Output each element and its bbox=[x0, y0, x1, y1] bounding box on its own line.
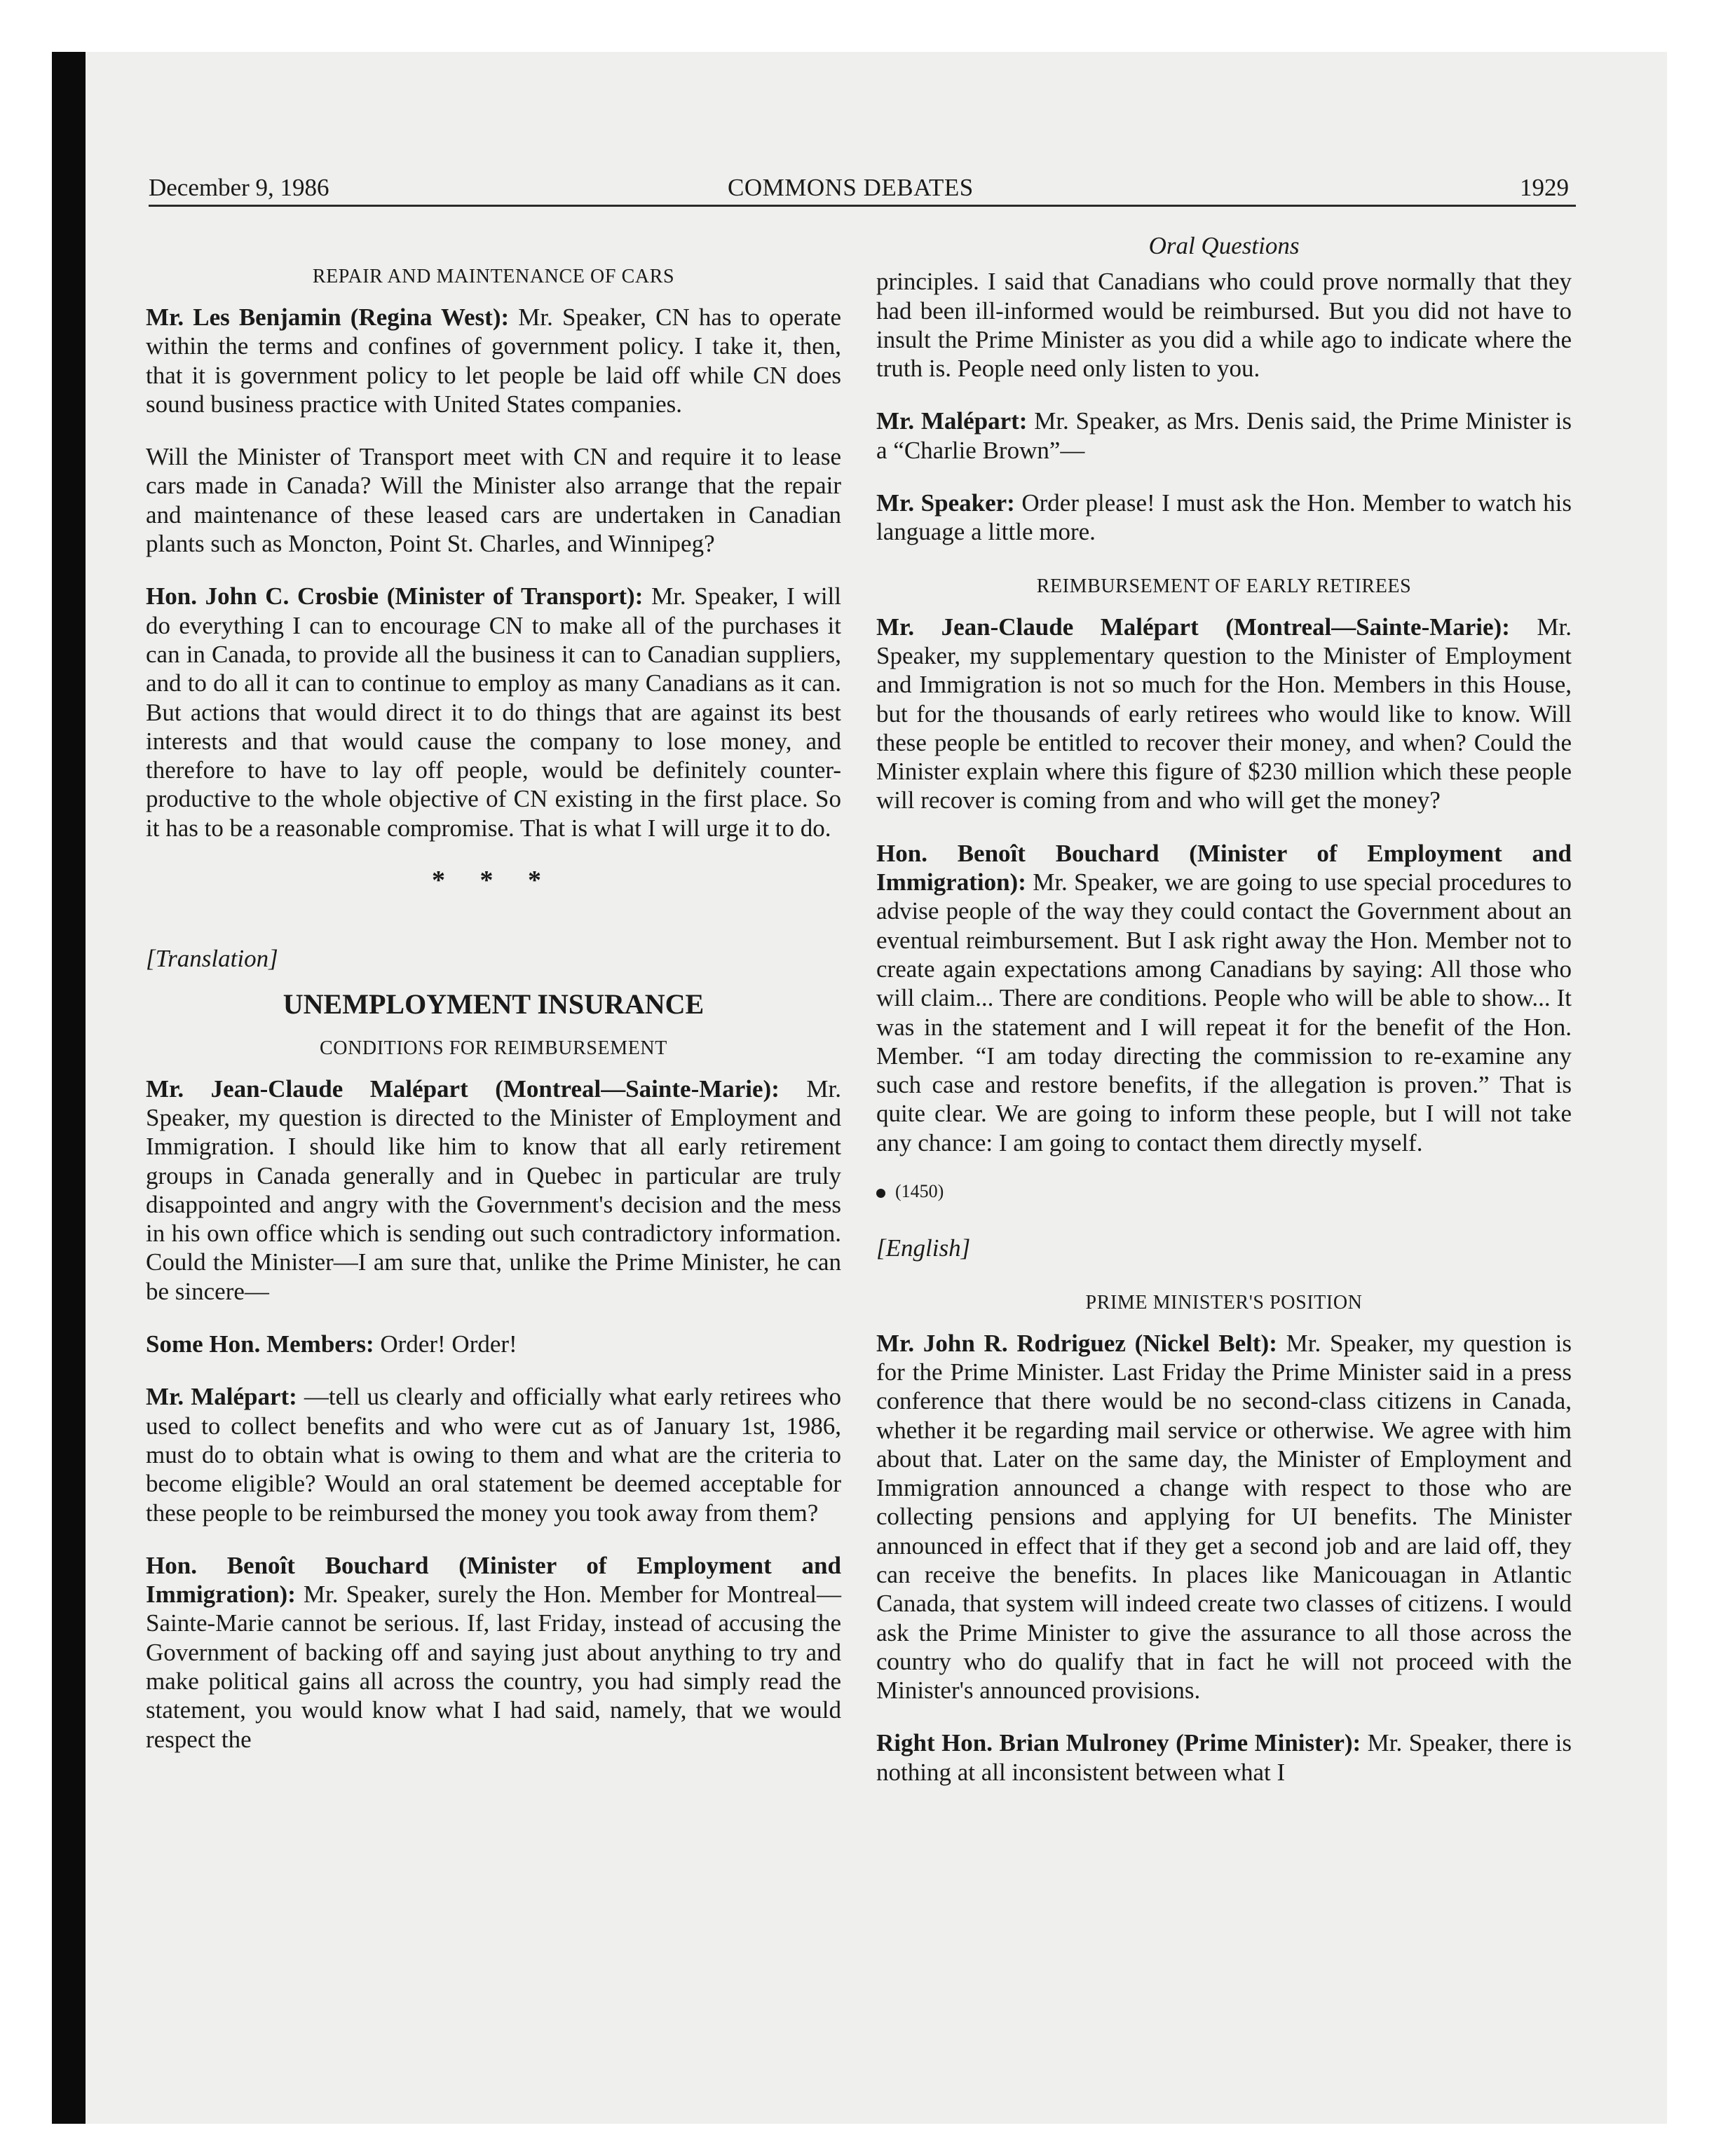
paragraph-bouchard bbox=[146, 1551, 841, 1754]
header-title: COMMONS DEBATES bbox=[728, 174, 974, 201]
paragraph-benjamin bbox=[146, 303, 841, 418]
speaker-name: Mr. Les Benjamin (Regina West): bbox=[146, 303, 510, 331]
section-separator: * * * bbox=[432, 866, 555, 896]
speaker-name: Mr. Jean-Claude Malépart (Montreal—Sainte-Marie): bbox=[876, 613, 1510, 641]
right-column bbox=[876, 231, 1572, 1787]
speech-text: Mr. Speaker, my question is for the Prime Minister. Last Friday the Prime Minister said in a press conference that there would be no second-class citizens in Canada, whether it be regarding mail service or otherwise. We agree with him about that. Later on the same day, the Minister of Employment and Immigration announced a change with respect to those who are collecting pensions and applying for UI benefits. The Minister announced in effect that if they get a second job and are laid off, they can receive the benefits. In places like Manicouagan in Atlantic Canada, that system will indeed create two classes of citizens. I would ask the Prime Minister to give the assurance to all those across the country who do qualify that in fact he will not proceed with the Minister's announced provisions. bbox=[876, 1329, 1572, 1705]
header-date: December 9, 1986 bbox=[149, 174, 329, 201]
speaker-name: Mr. Speaker: bbox=[876, 489, 1015, 517]
page-number: 1929 bbox=[1520, 174, 1569, 201]
paragraph-speaker bbox=[876, 489, 1572, 547]
paragraph-members bbox=[146, 1330, 841, 1358]
speech-text: Mr. Speaker, there is nothing at all inconsistent between what I bbox=[876, 1729, 1572, 1786]
paragraph-malepart-4 bbox=[876, 613, 1572, 815]
paragraph-benjamin-cont bbox=[146, 442, 841, 558]
paragraph-malepart-2 bbox=[146, 1382, 841, 1527]
paragraph-crosbie bbox=[146, 582, 841, 842]
paragraph-mulroney bbox=[876, 1728, 1572, 1787]
bullet-icon bbox=[876, 1189, 885, 1198]
running-head: Oral Questions bbox=[1148, 232, 1300, 259]
speaker-name: Mr. Jean-Claude Malépart (Montreal—Sainte-Marie): bbox=[146, 1074, 780, 1103]
speaker-name: Some Hon. Members: bbox=[146, 1330, 374, 1358]
speech-text: principles. I said that Canadians who could prove normally that they had been ill-informed would be reimbursed. But you did not have to insult the Prime Minister as you did a while ago to indicate where the truth is. People need only listen to you. bbox=[876, 268, 1572, 383]
header-rule bbox=[149, 205, 1576, 207]
paragraph-malepart-3 bbox=[876, 407, 1572, 465]
speaker-name: Right Hon. Brian Mulroney (Prime Minister): bbox=[876, 1729, 1361, 1757]
subheading-pm-position: PRIME MINISTER'S POSITION bbox=[1085, 1291, 1363, 1314]
speech-text: Mr. Speaker, CN has to operate within the terms and confines of government policy. I take it, then, that it is government policy to let people be laid off while CN does sound business practice with United States companies. bbox=[146, 303, 841, 418]
speaker-name: Mr. Malépart: bbox=[146, 1383, 297, 1411]
paragraph-bouchard-cont bbox=[876, 267, 1572, 383]
scan-edge-bar bbox=[52, 52, 86, 2124]
speech-text: Mr. Speaker, surely the Hon. Member for Montreal—Sainte-Marie cannot be serious. If, last Friday, instead of accusing the Government of backing off and saying just about anything to try and make political gains all across the country, you had simply read the statement, you would know what I had said, namely, that we would respect the bbox=[146, 1581, 841, 1753]
speech-text: Mr. Speaker, we are going to use special procedures to advise people of the way they could contact the Government about an eventual reimbursement. But I ask right away the Hon. Member not to create again expectations among Canadians by saying: All those who will claim... There are conditions. People who will be able to show... It was in the statement and I will repeat it for the benefit of the Hon. Member. “I am today directing the commission to re-examine any such case and restore benefits, if the allegation is proven.” That is quite clear. We are going to inform these people, but I will not take any chance: I am going to contact them directly myself. bbox=[876, 868, 1572, 1157]
speech-text: Mr. Speaker, my supplementary question to the Minister of Employment and Immigration is not so much for the Hon. Members in this House, but for the thousands of early retirees who would like to know. Will these people be entitled to recover their money, and when? Could the Minister explain where this figure of $230 million which these people will recover is coming from and who will get the money? bbox=[876, 613, 1572, 814]
speech-text: Mr. Speaker, as Mrs. Denis said, the Prime Minister is a “Charlie Brown”— bbox=[876, 407, 1572, 464]
subheading-early-retirees: REIMBURSEMENT OF EARLY RETIREES bbox=[1036, 575, 1412, 597]
time-stamp bbox=[876, 1177, 1572, 1206]
left-column bbox=[146, 231, 841, 1754]
section-heading-ui: UNEMPLOYMENT INSURANCE bbox=[283, 988, 705, 1020]
subheading-reimbursement-conditions: CONDITIONS FOR REIMBURSEMENT bbox=[320, 1037, 667, 1059]
speech-text: Order! Order! bbox=[374, 1330, 517, 1358]
speaker-name: Mr. John R. Rodriguez (Nickel Belt): bbox=[876, 1329, 1277, 1357]
speaker-name: Hon. Benoît Bouchard (Minister of Employment and Immigration): bbox=[146, 1551, 841, 1609]
time-label: (1450) bbox=[895, 1181, 944, 1202]
speech-text: Will the Minister of Transport meet with CN and require it to lease cars made in Canada? Will the Minister also arrange that the repair and maintenance of these leased cars are undertaken in Canadian plants such as Moncton, Point St. Charles, and Winnipeg? bbox=[146, 443, 841, 558]
language-note: [English] bbox=[876, 1234, 971, 1262]
speech-text: Mr. Speaker, I will do everything I can to encourage CN to make all of the purchases it can in Canada, to provide all the business it can to Canadian suppliers, and to do all it can to continue to employ as many Canadians as it can. But actions that would direct it to do things that are against its best interests and that would cause the company to lose money, and therefore to have to lay off people, would be definitely counter-productive to the whole objective of CN existing in the first place. So it has to be a reasonable compromise. That is what I will urge it to do. bbox=[146, 582, 841, 842]
paragraph-malepart bbox=[146, 1074, 841, 1306]
speaker-name: Hon. John C. Crosbie (Minister of Transport): bbox=[146, 582, 644, 610]
speaker-name: Mr. Malépart: bbox=[876, 407, 1028, 435]
subheading-repair-cars: REPAIR AND MAINTENANCE OF CARS bbox=[312, 266, 675, 287]
translation-note: [Translation] bbox=[146, 945, 278, 973]
speech-text: —tell us clearly and officially what early retirees who used to collect benefits and who were cut as of January 1st, 1986, must do to obtain what is owing to them and what are the criteria to become eligible? Would an oral statement be deemed acceptable for these people to be reimbursed the money you took away from them? bbox=[146, 1383, 841, 1527]
paragraph-bouchard-2 bbox=[876, 839, 1572, 1157]
speaker-name: Hon. Benoît Bouchard (Minister of Employment and Immigration): bbox=[876, 839, 1572, 896]
speech-text: Mr. Speaker, my question is directed to the Minister of Employment and Immigration. I should like him to know that all early retirement groups in Canada generally and in Quebec in particular are truly disappointed and angry with the Government's decision and the mess in his own office which is sending out such contradictory information. Could the Minister—I am sure that, unlike the Prime Minister, he can be sincere— bbox=[146, 1074, 841, 1305]
speech-text: Order please! I must ask the Hon. Member to watch his language a little more. bbox=[876, 489, 1572, 546]
paragraph-rodriguez bbox=[876, 1329, 1572, 1705]
